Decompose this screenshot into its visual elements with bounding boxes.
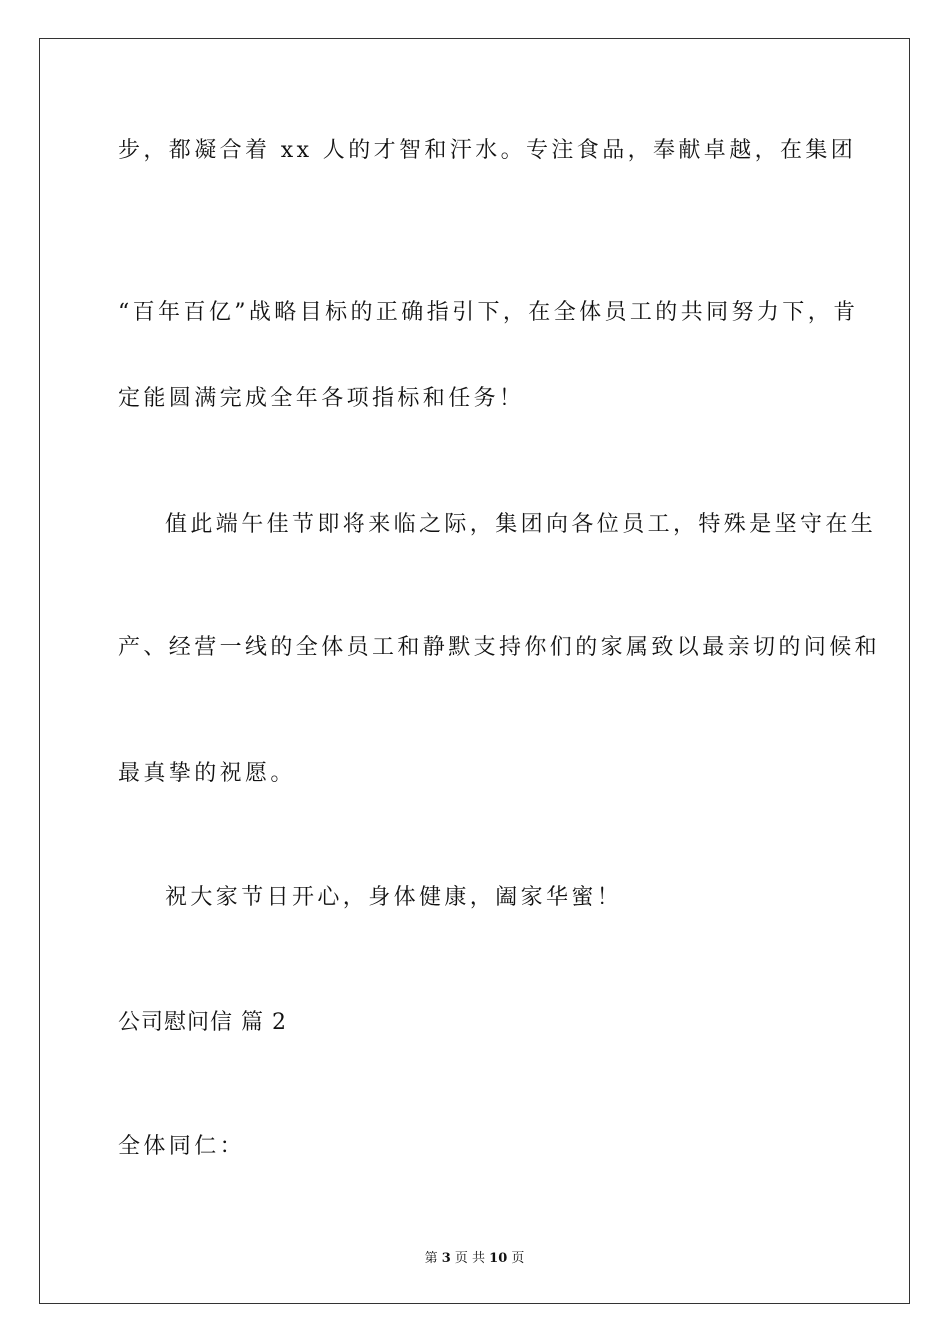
footer-prefix: 第 xyxy=(424,1251,442,1266)
page-footer xyxy=(40,1247,909,1266)
total-page-number: 10 xyxy=(489,1251,508,1266)
current-page-number: 3 xyxy=(441,1251,451,1266)
document-page xyxy=(39,38,910,1304)
paragraph-line: 步，都凝合着 xx 人的才智和汗水。专注食品，奉献卓越，在集团 xyxy=(118,138,857,163)
section-heading: 公司慰问信 篇 2 xyxy=(118,1010,287,1035)
paragraph-line: “百年百亿”战略目标的正确指引下，在全体员工的共同努力下，肯 xyxy=(118,300,859,325)
paragraph-line: 值此端午佳节即将来临之际，集团向各位员工，特殊是坚守在生 xyxy=(165,512,877,537)
salutation: 全体同仁： xyxy=(118,1134,246,1159)
footer-suffix: 页 xyxy=(507,1251,525,1266)
footer-middle: 页 共 xyxy=(450,1251,490,1266)
paragraph-line: 祝大家节日开心，身体健康，阖家华蜜！ xyxy=(165,885,623,910)
paragraph-line: 产、经营一线的全体员工和静默支持你们的家属致以最亲切的问候和 xyxy=(118,635,881,660)
paragraph-line: 定能圆满完成全年各项指标和任务！ xyxy=(118,386,525,411)
paragraph-line: 最真挚的祝愿。 xyxy=(118,761,296,786)
